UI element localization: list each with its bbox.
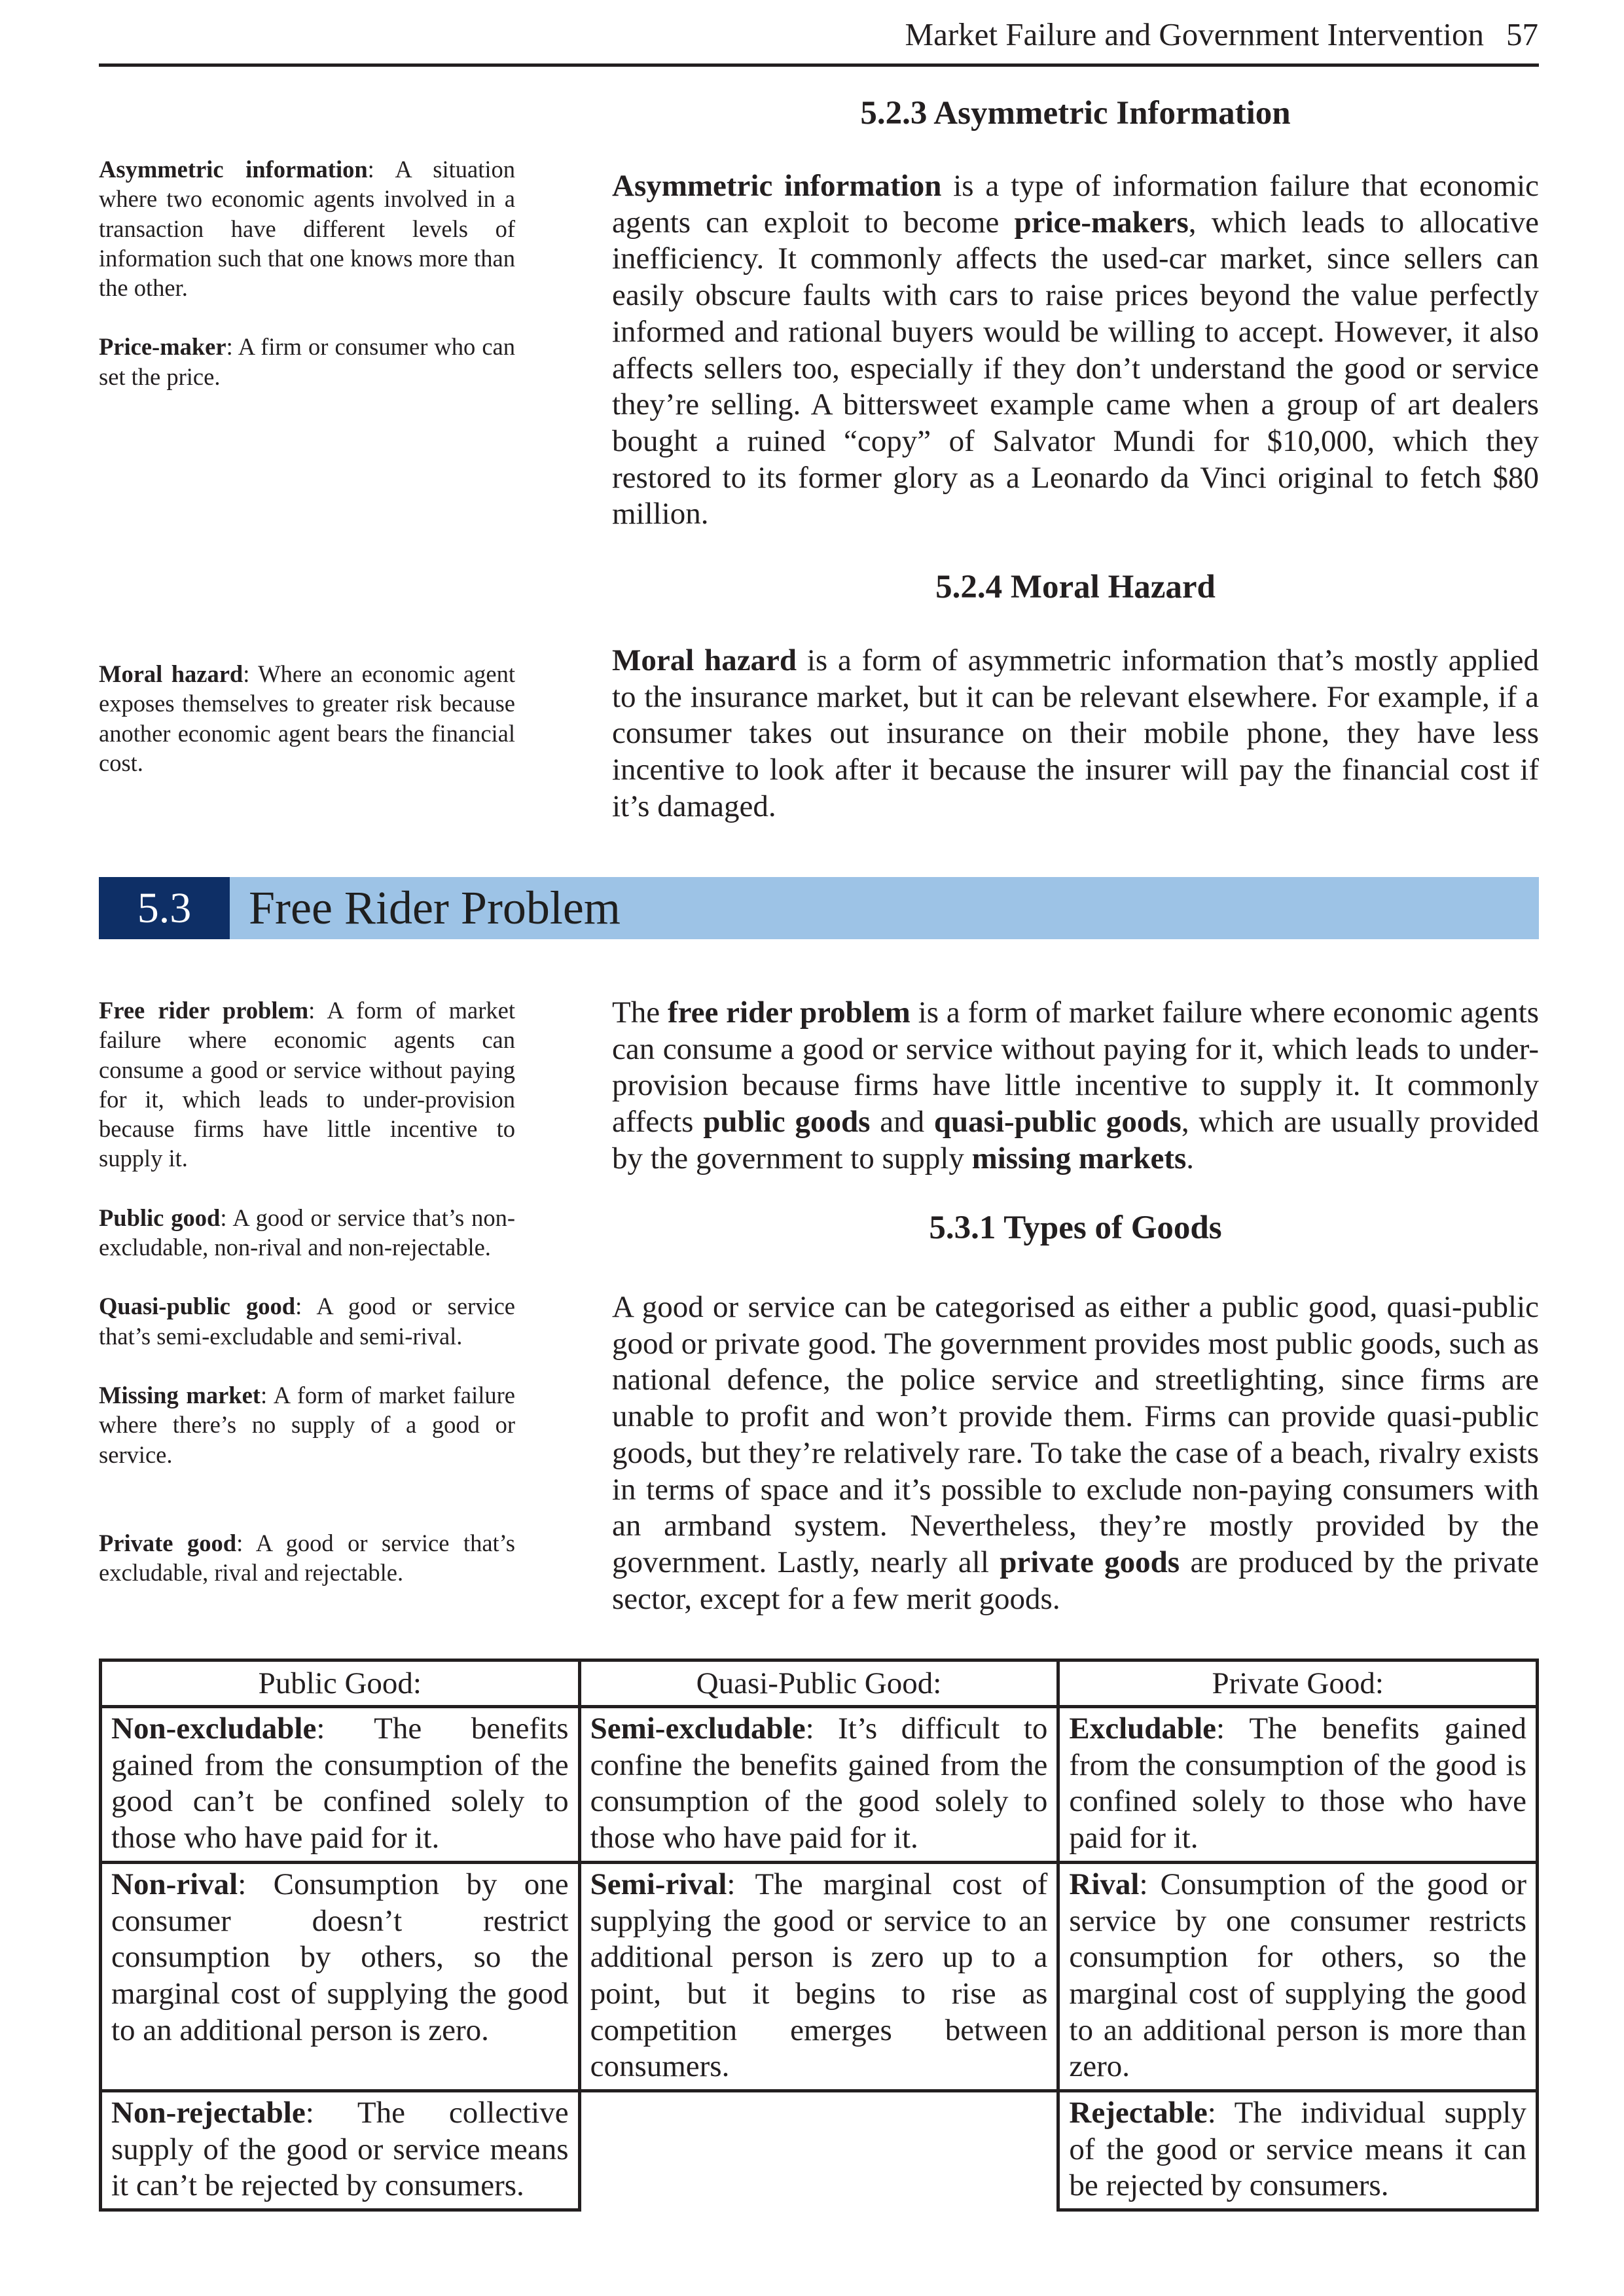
paragraph-asymmetric-information: Asymmetric information is a type of information failure that economic agents can exploit to become price-makers, which leads to allocative inefficiency. It commonly affects the used-car market, since sellers can easily obscure faults with cars to raise prices beyond the value perfectly informed and rational buyers would be willing to accept. However, it also affects sellers too, especially if they don’t understand the good or service they’re selling. A bittersweet example came when a group of art dealers bought a ruined “copy” of Salvator Mundi for $10,000, which they restored to its former glory as a Leonardo da Vinci original to fetch $80 million. <box>612 169 1540 531</box>
table-cell: Non-rival: Consumption by one consumer doesn’t restrict consumption by others, so the marginal cost of supplying the good to an additional person is zero. <box>101 1862 580 2090</box>
glossary-public-good: Public good: A good or service that’s non-excludable, non-rival and non-rejectable. <box>99 1204 515 1261</box>
glossary-moral-hazard: Moral hazard: Where an economic agent exposes themselves to greater risk because another economic agent bears the financial cost. <box>99 660 515 776</box>
running-title: Market Failure and Government Intervention <box>905 16 1484 52</box>
heading-5-3-1: 5.3.1 Types of Goods <box>929 1210 1222 1246</box>
table-row-excludability <box>101 1707 1538 1863</box>
margin-glossary-5-2-4 <box>99 659 515 778</box>
table-cell: Excludable: The benefits gained from the consumption of the good is confined solely to those who have paid for it. <box>1058 1707 1538 1863</box>
margin-glossary-5-3 <box>99 996 515 1587</box>
table-cell: Rejectable: The individual supply of the good or service means it can be rejected by consumers. <box>1058 2091 1538 2210</box>
table-header-row <box>101 1660 1538 1707</box>
section-number: 5.3 <box>99 877 230 939</box>
paragraph-types-of-goods: A good or service can be categorised as either a public good, quasi-public good or private good. The government provides most public goods, such as national defence, the police service and streetlighting, since firms are unable to profit and won’t provide them. Firms can provide quasi-public goods, but they’re relatively rare. To take the case of a beach, rivalry exists in terms of space and it’s possible to exclude non-paying consumers with an armband system. Nevertheless, they’re mostly provided by the government. Lastly, nearly all private goods are produced by the private sector, except for a few merit goods. <box>612 1290 1540 1616</box>
glossary-quasi-public-good: Quasi-public good: A good or service that’s semi-excludable and semi-rival. <box>99 1293 516 1350</box>
table-row-rivalry <box>101 1862 1538 2090</box>
header-rule <box>99 63 1539 67</box>
table-row-rejectability <box>101 2091 1538 2210</box>
section-title: Free Rider Problem <box>249 882 621 934</box>
glossary-price-maker: Price-maker: A firm or consumer who can set the price. <box>99 333 515 390</box>
glossary-missing-market: Missing market: A form of market failure where there’s no supply of a good or service. <box>99 1381 515 1468</box>
table-cell-empty <box>579 2091 1058 2210</box>
header-private-good: Private Good: <box>1058 1660 1538 1707</box>
header-public-good: Public Good: <box>101 1660 580 1707</box>
margin-glossary-5-2-3 <box>99 154 515 391</box>
glossary-private-good: Private good: A good or service that’s excludable, rival and rejectable. <box>99 1529 516 1587</box>
heading-5-2-3: 5.2.3 Asymmetric Information <box>860 95 1291 132</box>
header-quasi-public-good: Quasi-Public Good: <box>579 1660 1058 1707</box>
table-cell: Non-excludable: The benefits gained from the consumption of the good can’t be confined solely to those who have paid for it. <box>101 1707 580 1863</box>
page-number: 57 <box>1506 16 1538 52</box>
glossary-asymmetric-information: Asymmetric information: A situation where two economic agents involved in a transaction have different levels of information such that one knows more than the other. <box>99 156 515 302</box>
table-cell: Non-rejectable: The collective supply of the good or service means it can’t be rejected by consumers. <box>101 2091 580 2210</box>
table-cell: Semi-excludable: It’s difficult to confine the benefits gained from the consumption of the good solely to those who have paid for it. <box>579 1707 1058 1863</box>
paragraph-free-rider-problem: The free rider problem is a form of market failure where economic agents can consume a good or service without paying for it, which leads to under-provision because firms have little incentive to supply it. It commonly affects public goods and quasi-public goods, which are usually provided by the government to supply missing markets. <box>612 996 1540 1175</box>
heading-5-2-4: 5.2.4 Moral Hazard <box>935 569 1216 605</box>
goods-comparison-table <box>99 1659 1539 2212</box>
paragraph-moral-hazard: Moral hazard is a form of asymmetric information that’s mostly applied to the insurance market, but it can be relevant elsewhere. For example, if a consumer takes out insurance on their mobile phone, they have less incentive to look after it because the insurer will pay the financial cost if it’s damaged. <box>612 643 1539 823</box>
table-cell: Semi-rival: The marginal cost of supplying the good or service to an additional person is zero up to a point, but it begins to rise as competition emerges between consumers. <box>579 1862 1058 2090</box>
running-header <box>905 13 1538 56</box>
table-cell: Rival: Consumption of the good or service by one consumer restricts consumption for others, so the marginal cost of supplying the good to an additional person is more than zero. <box>1058 1862 1538 2090</box>
glossary-free-rider-problem: Free rider problem: A form of market failure where economic agents can consume a good or service without paying for it, which leads to under-provision because firms have little incentive to supply it. <box>99 997 515 1172</box>
